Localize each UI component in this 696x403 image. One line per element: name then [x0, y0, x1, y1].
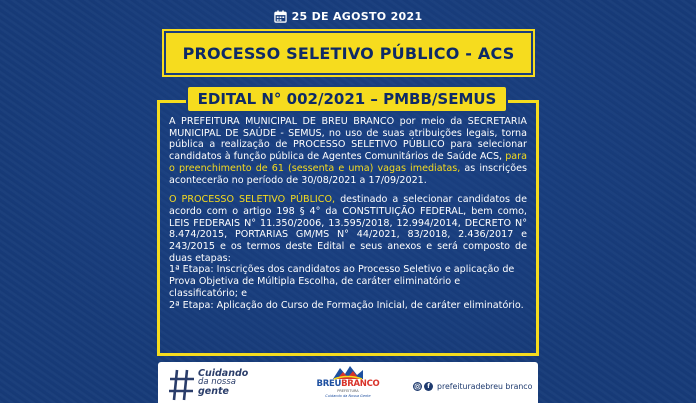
logo-part1: BREU [316, 379, 342, 389]
cuidando-logo [168, 368, 258, 403]
process-highlight: O PROCESSO SELETIVO PÚBLICO, [169, 194, 336, 206]
social-handle[interactable] [413, 382, 532, 391]
city-logo-icon [331, 364, 365, 380]
stage-1-text: 1ª Etapa: Inscrições dos candidatos ao Processo Seletivo e aplicação de Prova Objetiva de Múltipla Escolha, de caráter eliminatório e classificatório; e [169, 264, 515, 299]
stage-1 [169, 264, 527, 299]
paragraph-text: A PREFEITURA MUNICIPAL DE BREU BRANCO por meio da SECRETARIA MUNICIPAL DE SAÚDE - SEMUS, no uso de suas atribuições legais, torna pública a realização de PROCESSO SELETIVO PÚBLICO para selecionar candidatos à função pública de Agentes Comunitários de Saúde ACS, [169, 116, 527, 163]
paragraph-announcement [169, 116, 527, 186]
cuidando-line3: gente [198, 386, 229, 397]
page-title: PROCESSO SELETIVO PÚBLICO - ACS [182, 43, 515, 63]
facebook-icon[interactable]: f [424, 382, 433, 391]
stage-2-text: 2ª Etapa: Aplicação do Curso de Formação Inicial, de caráter eliminatório. [169, 299, 524, 311]
cuidando-line2: da nossa [198, 377, 236, 387]
paragraph-process [169, 194, 527, 264]
social-handle-text: prefeituradebreu branco [437, 382, 533, 391]
edital-number: EDITAL N° 002/2021 – PMBB/SEMUS [197, 90, 497, 108]
stage-2 [169, 300, 527, 312]
logo-slogan: Cuidando da Nossa Gente [325, 394, 371, 398]
footer-bar [158, 362, 538, 403]
hashtag-icon [168, 368, 196, 402]
calendar-icon [274, 10, 287, 23]
logo-part2: BRANCO [341, 379, 380, 389]
date-header [0, 10, 696, 23]
paragraph-text: as inscrições acontecerão no período de 30/08/2021 a 17/09/2021. [169, 162, 527, 186]
logo-sub: PREFEITURA [337, 389, 359, 393]
edital-tag [188, 87, 506, 111]
instagram-icon[interactable] [413, 382, 422, 391]
cuidando-line1: Cuidando [198, 368, 249, 379]
prefeitura-logo [309, 364, 387, 403]
title-banner [168, 35, 529, 71]
date-text: 25 DE AGOSTO 2021 [291, 10, 423, 23]
vacancies-highlight: para o preenchimento de 61 (sessenta e uma) vagas imediatas, [169, 151, 527, 174]
paragraph-text: destinado a selecionar candidatos de acordo com o artigo 198 § 4° da CONSTITUIÇÃO FEDERAL, bem como, LEIS FEDERAIS N° 11.350/2006, 13.595/2018, 12.994/2014, DECRETO N° 8.474/2015, PORTARIAS GM/MS N° 44/2021, 83/2018, 2.436/2017 e 243/2015 e os termos deste Edital e seus anexos e será composto de duas etapas: [169, 194, 527, 264]
edital-content [169, 116, 527, 311]
